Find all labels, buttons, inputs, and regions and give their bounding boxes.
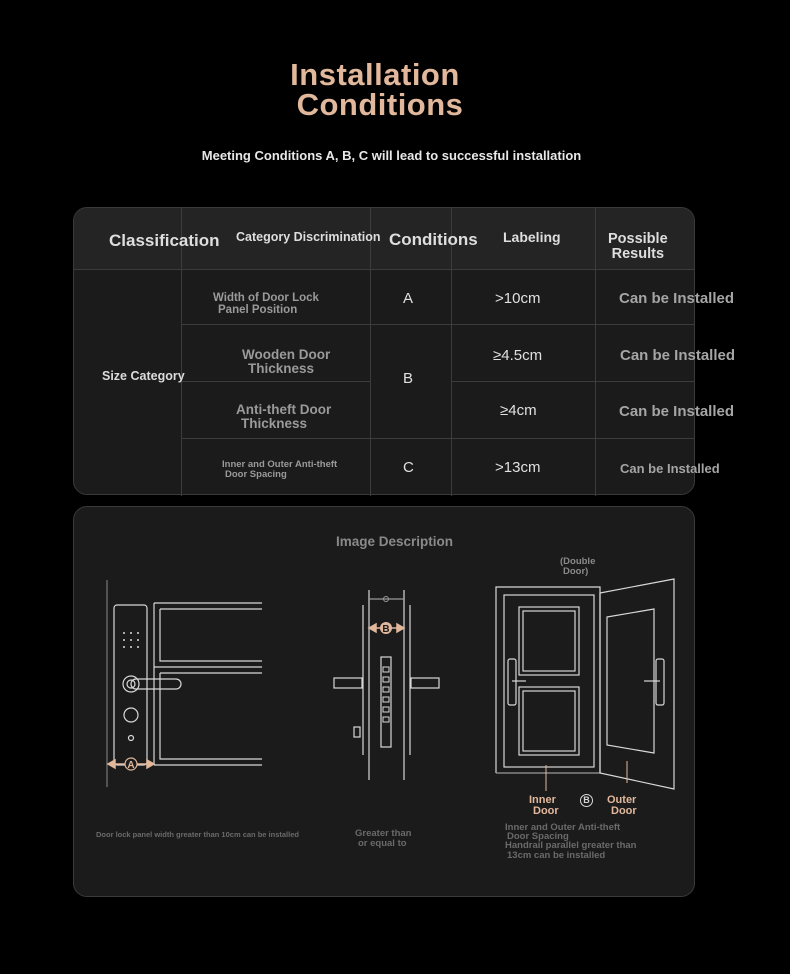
labeling-cell: >13cm (495, 459, 541, 476)
lock-panel-front-diagram (104, 577, 284, 797)
door-thickness-diagram (329, 585, 449, 795)
marker-a: A (127, 760, 135, 771)
divider (181, 438, 694, 439)
divider (74, 269, 694, 270)
header-classification: Classification (109, 231, 220, 250)
marker-b-small: B (580, 794, 593, 807)
double-door-diagram (494, 577, 684, 797)
page-subtitle: Meeting Conditions A, B, C will lead to successful installation (201, 148, 582, 163)
classification-value: Size Category (102, 369, 185, 383)
category-cell: Width of Door Lock Panel Position (213, 292, 319, 316)
marker-b: B (382, 624, 390, 635)
category-cell: Anti-theft Door Thickness (236, 402, 332, 431)
header-conditions: Conditions (389, 230, 478, 249)
caption-b: Greater than or equal to (355, 828, 412, 849)
divider (181, 324, 694, 325)
conditions-table (73, 207, 736, 495)
divider (181, 381, 370, 382)
divider (181, 208, 182, 496)
inner-door-label: Inner Door (529, 794, 559, 817)
result-cell: Can be Installed (619, 403, 735, 420)
caption-c: Inner and Outer Anti-theft Door Spacing Handrail parallel greater than 13cm can be installed (505, 822, 637, 861)
header-category-discrimination: Category Discrimination (236, 230, 381, 244)
caption-a: Door lock panel width greater than 10cm can be installed (96, 830, 299, 839)
labeling-cell: ≥4.5cm (493, 347, 543, 364)
result-cell: Can be Installed (620, 347, 736, 364)
category-cell: Wooden Door Thickness (242, 347, 331, 376)
image-description-panel (73, 506, 695, 897)
divider (595, 208, 596, 496)
header-possible-results: Possible Results (608, 231, 668, 262)
header-labeling: Labeling (503, 229, 561, 245)
page-title-line1: Installation (290, 57, 460, 92)
double-door-label: (Double Door) (560, 556, 596, 577)
condition-cell: B (403, 370, 414, 387)
category-cell: Inner and Outer Anti-theft Door Spacing (222, 459, 338, 480)
result-cell: Can be Installed (619, 290, 735, 307)
result-cell: Can be Installed (620, 461, 720, 476)
divider (451, 381, 694, 382)
labeling-cell: ≥4cm (500, 402, 537, 419)
labeling-cell: >10cm (495, 290, 541, 307)
condition-cell: A (403, 290, 414, 307)
image-section-title: Image Description (336, 534, 454, 549)
divider (451, 208, 452, 496)
condition-cell: C (403, 459, 414, 476)
divider (370, 208, 371, 496)
outer-door-label: Outer Door (607, 794, 637, 817)
page-title-line2: Conditions (296, 87, 464, 122)
keypad (123, 632, 139, 648)
